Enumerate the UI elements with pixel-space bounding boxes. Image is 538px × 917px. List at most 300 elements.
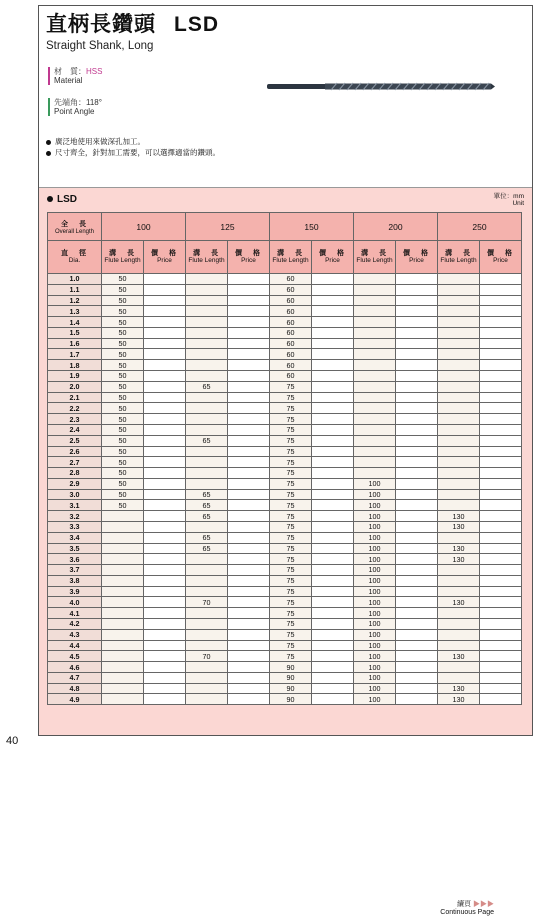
flute-length-cell [102,608,144,619]
flute-length-cell [102,586,144,597]
table-row [48,306,522,317]
flute-length-cell [186,457,228,468]
flute-length-cell [102,694,144,705]
price-header: 價 格 Price [144,241,186,274]
flute-length-cell [354,306,396,317]
price-cell [144,543,186,554]
price-cell [228,295,270,306]
price-cell [144,371,186,382]
price-cell [396,662,438,673]
flute-length-cell [354,349,396,360]
price-cell [312,457,354,468]
diameter-cell: 2.9 [48,478,102,489]
flute-length-cell [186,629,228,640]
table-row [48,284,522,295]
diameter-cell: 3.0 [48,489,102,500]
price-cell [312,608,354,619]
price-cell [144,435,186,446]
price-cell [312,619,354,630]
flute-length-cell [186,317,228,328]
flute-length-cell: 130 [438,694,480,705]
flute-length-cell [102,619,144,630]
table-row [48,500,522,511]
table-row [48,619,522,630]
flute-length-cell: 50 [102,338,144,349]
flute-length-cell [438,306,480,317]
price-header: 價 格 Price [396,241,438,274]
price-cell [312,371,354,382]
price-cell [144,381,186,392]
price-cell [480,608,522,619]
price-cell [144,446,186,457]
price-cell [396,414,438,425]
price-cell [312,381,354,392]
price-cell [396,403,438,414]
flute-length-cell [186,414,228,425]
table-row [48,662,522,673]
flute-length-cell [354,392,396,403]
overall-length-header: 全 長 Overall Length [48,213,102,241]
price-cell [312,597,354,608]
price-cell [312,414,354,425]
flute-length-cell [438,457,480,468]
table-row [48,554,522,565]
price-cell [312,565,354,576]
flute-length-cell: 100 [354,662,396,673]
price-cell [480,392,522,403]
price-cell [480,672,522,683]
flute-length-cell [102,565,144,576]
price-cell [312,317,354,328]
price-cell [228,554,270,565]
table-row [48,424,522,435]
flute-length-cell: 70 [186,597,228,608]
flute-length-cell: 100 [354,532,396,543]
price-cell [312,435,354,446]
price-cell [396,295,438,306]
price-cell [228,274,270,285]
flute-length-cell [102,640,144,651]
flute-length-cell [438,360,480,371]
diameter-cell: 1.3 [48,306,102,317]
price-cell [228,575,270,586]
product-code: LSD [174,13,219,36]
table-row [48,457,522,468]
flute-length-cell: 50 [102,317,144,328]
flute-length-cell: 100 [354,629,396,640]
price-cell [396,694,438,705]
flute-length-cell: 75 [270,414,312,425]
price-cell [312,511,354,522]
flute-length-cell: 50 [102,284,144,295]
price-cell [396,619,438,630]
flute-length-cell: 50 [102,414,144,425]
price-cell [312,274,354,285]
table-row [48,274,522,285]
flute-length-cell: 50 [102,392,144,403]
diameter-cell: 2.6 [48,446,102,457]
flute-length-cell [438,575,480,586]
price-cell [228,424,270,435]
flute-length-cell: 75 [270,651,312,662]
diameter-header: 直 徑 Dia. [48,241,102,274]
price-cell [144,629,186,640]
flute-length-header: 溝 長 Flute Length [186,241,228,274]
flute-length-cell: 50 [102,327,144,338]
title-block [46,8,219,52]
price-cell [480,468,522,479]
flute-length-cell: 60 [270,327,312,338]
price-cell [312,575,354,586]
flute-length-cell [186,295,228,306]
price-cell [228,640,270,651]
flute-length-cell: 130 [438,521,480,532]
price-cell [480,694,522,705]
length-header: 250 [438,213,522,241]
price-cell [396,381,438,392]
flute-length-cell: 65 [186,511,228,522]
flute-length-cell: 75 [270,478,312,489]
price-cell [144,597,186,608]
price-cell [144,575,186,586]
length-header: 125 [186,213,270,241]
flute-length-cell [438,478,480,489]
flute-length-cell [438,392,480,403]
flute-length-cell: 130 [438,554,480,565]
flute-length-cell [186,284,228,295]
diameter-cell: 1.5 [48,327,102,338]
flute-length-cell [186,683,228,694]
flute-length-cell: 100 [354,683,396,694]
material-spec: 材 質：HSS Material [48,67,102,85]
flute-length-header: 溝 長 Flute Length [354,241,396,274]
price-cell [396,597,438,608]
diameter-cell: 3.7 [48,565,102,576]
price-header: 價 格 Price [480,241,522,274]
flute-length-cell: 50 [102,306,144,317]
price-cell [144,274,186,285]
table-row [48,381,522,392]
diameter-cell: 4.6 [48,662,102,673]
price-cell [480,629,522,640]
flute-length-cell: 50 [102,478,144,489]
flute-length-cell: 100 [354,565,396,576]
price-cell [480,651,522,662]
price-cell [228,414,270,425]
table-row [48,683,522,694]
flute-length-cell: 75 [270,521,312,532]
diameter-cell: 2.2 [48,403,102,414]
flute-length-cell: 65 [186,543,228,554]
flute-length-cell [438,317,480,328]
spec-table-panel [39,187,532,916]
price-cell [480,424,522,435]
flute-length-cell [102,629,144,640]
price-cell [312,478,354,489]
price-cell [312,403,354,414]
price-cell [480,403,522,414]
table-row [48,640,522,651]
flute-length-header: 溝 長 Flute Length [270,241,312,274]
flute-length-cell [186,327,228,338]
flute-length-cell: 100 [354,619,396,630]
flute-length-cell: 50 [102,371,144,382]
flute-length-cell: 75 [270,435,312,446]
flute-length-cell: 65 [186,500,228,511]
price-cell [144,640,186,651]
flute-length-cell: 75 [270,640,312,651]
flute-length-cell: 60 [270,295,312,306]
length-header: 200 [354,213,438,241]
price-cell [144,414,186,425]
table-row [48,414,522,425]
flute-length-cell [186,694,228,705]
flute-length-cell: 75 [270,500,312,511]
flute-length-cell [438,565,480,576]
flute-length-cell [438,468,480,479]
flute-length-cell [186,349,228,360]
diameter-cell: 1.0 [48,274,102,285]
price-cell [396,640,438,651]
price-cell [144,338,186,349]
flute-length-cell: 60 [270,338,312,349]
flute-length-cell: 50 [102,349,144,360]
table-row [48,694,522,705]
price-cell [480,435,522,446]
flute-length-cell [354,446,396,457]
flute-length-cell [438,489,480,500]
flute-length-cell [438,371,480,382]
flute-length-header: 溝 長 Flute Length [102,241,144,274]
flute-length-cell: 50 [102,500,144,511]
price-cell [312,306,354,317]
price-cell [228,662,270,673]
price-cell [228,306,270,317]
table-row [48,446,522,457]
bullet-icon [47,196,53,202]
price-cell [480,521,522,532]
flute-length-cell [438,381,480,392]
flute-length-cell [438,414,480,425]
diameter-cell: 1.2 [48,295,102,306]
flute-length-cell [102,597,144,608]
price-cell [312,327,354,338]
flute-length-cell: 75 [270,392,312,403]
price-cell [480,543,522,554]
length-header: 150 [270,213,354,241]
price-cell [312,586,354,597]
price-cell [228,543,270,554]
table-row [48,468,522,479]
price-cell [396,500,438,511]
price-cell [228,565,270,576]
price-cell [396,446,438,457]
diameter-cell: 1.6 [48,338,102,349]
price-cell [312,554,354,565]
diameter-cell: 1.9 [48,371,102,382]
flute-length-cell: 65 [186,381,228,392]
price-cell [228,392,270,403]
price-cell [396,478,438,489]
flute-length-cell [354,414,396,425]
table-row [48,295,522,306]
price-cell [480,478,522,489]
price-cell [396,511,438,522]
flute-length-cell [438,338,480,349]
flute-length-cell: 100 [354,586,396,597]
flute-length-cell [102,554,144,565]
spec-table [47,212,522,705]
table-row [48,672,522,683]
price-cell [480,338,522,349]
price-cell [480,683,522,694]
price-cell [228,457,270,468]
flute-length-cell [354,381,396,392]
diameter-cell: 4.1 [48,608,102,619]
table-row [48,392,522,403]
price-cell [396,608,438,619]
flute-length-cell [438,284,480,295]
diameter-cell: 2.0 [48,381,102,392]
price-cell [480,284,522,295]
flute-length-cell [186,554,228,565]
price-cell [480,446,522,457]
flute-length-cell: 130 [438,511,480,522]
price-cell [312,543,354,554]
flute-length-cell: 60 [270,360,312,371]
flute-length-cell [354,468,396,479]
flute-length-cell: 100 [354,672,396,683]
flute-length-cell: 50 [102,403,144,414]
price-cell [312,694,354,705]
flute-length-cell [438,672,480,683]
price-cell [144,306,186,317]
price-cell [228,349,270,360]
flute-length-cell: 50 [102,489,144,500]
flute-length-cell: 75 [270,446,312,457]
flute-length-cell: 100 [354,608,396,619]
price-cell [396,683,438,694]
price-cell [144,349,186,360]
price-cell [480,586,522,597]
price-cell [228,435,270,446]
diameter-cell: 1.4 [48,317,102,328]
price-cell [144,468,186,479]
feature-notes [46,136,220,158]
diameter-cell: 4.7 [48,672,102,683]
flute-length-cell [438,403,480,414]
price-cell [396,349,438,360]
price-cell [312,662,354,673]
price-cell [144,317,186,328]
price-cell [480,511,522,522]
flute-length-cell: 130 [438,683,480,694]
table-row [48,317,522,328]
flute-length-cell [438,586,480,597]
price-cell [480,349,522,360]
price-cell [480,457,522,468]
price-cell [144,457,186,468]
price-cell [480,489,522,500]
flute-length-cell: 75 [270,381,312,392]
flute-length-cell: 90 [270,662,312,673]
diameter-cell: 4.3 [48,629,102,640]
flute-length-cell [186,662,228,673]
price-cell [396,489,438,500]
price-cell [144,672,186,683]
diameter-cell: 2.3 [48,414,102,425]
price-cell [228,651,270,662]
flute-length-cell [438,640,480,651]
flute-length-cell [186,640,228,651]
flute-length-cell [354,403,396,414]
flute-length-cell: 75 [270,554,312,565]
flute-length-cell: 60 [270,349,312,360]
flute-length-cell [186,306,228,317]
diameter-cell: 1.7 [48,349,102,360]
price-cell [396,371,438,382]
price-cell [480,381,522,392]
diameter-cell: 1.1 [48,284,102,295]
table-header-lengths [48,213,522,241]
price-cell [228,327,270,338]
price-cell [144,295,186,306]
flute-length-cell: 100 [354,500,396,511]
flute-length-cell: 60 [270,371,312,382]
price-cell [144,500,186,511]
price-header: 價 格 Price [312,241,354,274]
price-cell [396,360,438,371]
flute-length-cell [438,629,480,640]
flute-length-cell [186,403,228,414]
flute-length-cell: 50 [102,424,144,435]
price-cell [144,532,186,543]
price-cell [480,306,522,317]
price-cell [312,468,354,479]
price-cell [144,424,186,435]
flute-length-cell [438,274,480,285]
price-cell [312,521,354,532]
flute-length-cell: 75 [270,511,312,522]
flute-length-cell [102,543,144,554]
price-cell [228,521,270,532]
price-cell [144,662,186,673]
flute-length-cell [186,521,228,532]
flute-length-header: 溝 長 Flute Length [438,241,480,274]
price-cell [228,338,270,349]
table-row [48,543,522,554]
flute-length-cell [438,619,480,630]
price-cell [480,414,522,425]
price-cell [312,284,354,295]
flute-length-cell [438,608,480,619]
price-cell [144,478,186,489]
price-cell [396,629,438,640]
flute-length-cell: 90 [270,672,312,683]
flute-length-cell [186,575,228,586]
diameter-cell: 3.1 [48,500,102,511]
price-cell [144,651,186,662]
price-cell [480,274,522,285]
table-row [48,651,522,662]
flute-length-cell [354,371,396,382]
price-header: 價 格 Price [228,241,270,274]
flute-length-cell: 100 [354,694,396,705]
flute-length-cell: 50 [102,295,144,306]
price-cell [396,274,438,285]
flute-length-cell: 100 [354,489,396,500]
price-cell [228,672,270,683]
